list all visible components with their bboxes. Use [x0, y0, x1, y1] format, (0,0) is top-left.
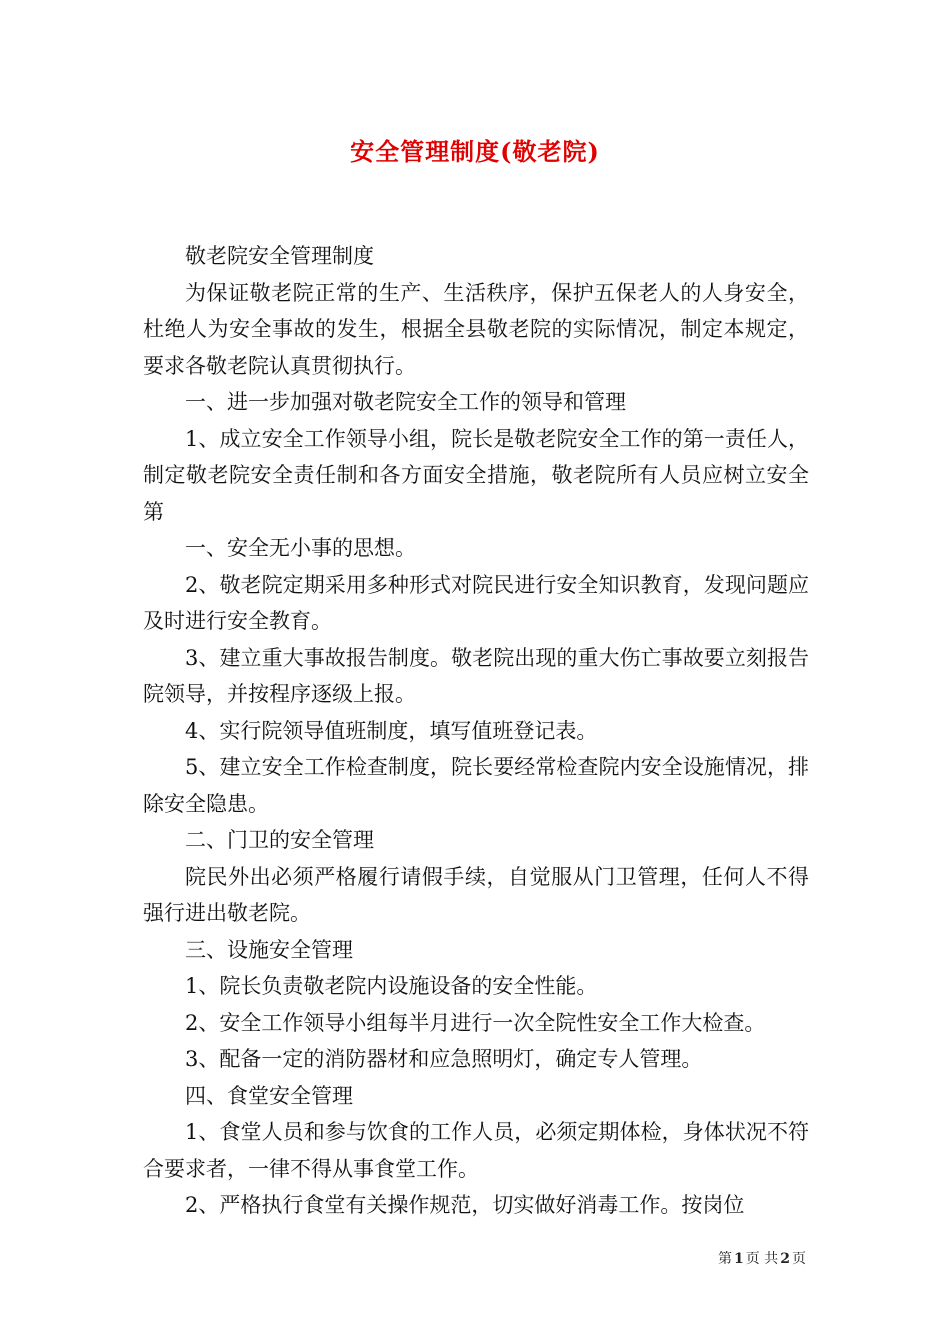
paragraph: 1、食堂人员和参与饮食的工作人员，必须定期体检，身体状况不符合要求者，一律不得从事食堂工作。	[143, 1120, 809, 1181]
total-pages-number: 2	[780, 1251, 790, 1267]
section-heading: 三、设施安全管理	[185, 937, 353, 962]
paragraph: 一、安全无小事的思想。	[185, 536, 416, 560]
page-number-footer	[718, 1248, 806, 1268]
footer-middle: 页 共	[745, 1251, 779, 1267]
paragraph: 1、院长负责敬老院内设施设备的安全性能。	[185, 974, 598, 998]
document-body	[143, 238, 809, 1224]
section-heading: 一、进一步加强对敬老院安全工作的领导和管理	[185, 390, 626, 414]
paragraph: 2、敬老院定期采用多种形式对院民进行安全知识教育，发现问题应及时进行安全教育。	[143, 572, 809, 633]
paragraph: 3、配备一定的消防器材和应急照明灯，确定专人管理。	[185, 1047, 703, 1071]
paragraph: 敬老院安全管理制度	[185, 244, 374, 268]
footer-prefix: 第	[718, 1251, 733, 1267]
paragraph: 1、成立安全工作领导小组，院长是敬老院安全工作的第一责任人，制定敬老院安全责任制和各方面安全措施，敬老院所有人员应树立安全第	[143, 426, 809, 524]
section-heading: 二、门卫的安全管理	[185, 828, 374, 852]
paragraph: 为保证敬老院正常的生产、生活秩序，保护五保老人的人身安全，杜绝人为安全事故的发生，根据全县敬老院的实际情况，制定本规定，要求各敬老院认真贯彻执行。	[143, 280, 809, 378]
paragraph: 3、建立重大事故报告制度。敬老院出现的重大伤亡事故要立刻报告院领导，并按程序逐级上报。	[143, 645, 809, 706]
paragraph: 院民外出必须严格履行请假手续，自觉服从门卫管理，任何人不得强行进出敬老院。	[143, 864, 809, 925]
paragraph: 4、实行院领导值班制度，填写值班登记表。	[185, 718, 598, 743]
paragraph: 2、安全工作领导小组每半月进行一次全院性安全工作大检查。	[185, 1010, 766, 1035]
footer-suffix: 页	[792, 1251, 806, 1267]
current-page-number: 1	[734, 1251, 744, 1267]
section-heading: 四、食堂安全管理	[185, 1083, 353, 1108]
document-title: 安全管理制度(敬老院)	[350, 137, 600, 166]
paragraph: 2、严格执行食堂有关操作规范，切实做好消毒工作。按岗位	[185, 1193, 745, 1217]
paragraph: 5、建立安全工作检查制度，院长要经常检查院内安全设施情况，排除安全隐患。	[143, 755, 809, 816]
